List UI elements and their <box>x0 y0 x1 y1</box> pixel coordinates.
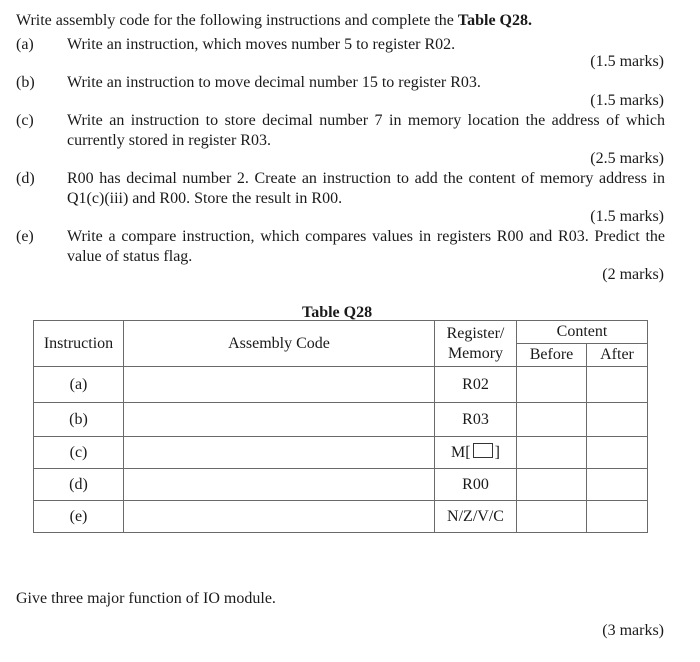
intro-text <box>16 12 532 30</box>
header-after: After <box>587 344 648 367</box>
table-title: Table Q28 <box>302 304 373 321</box>
table-row <box>34 403 648 437</box>
io-module-marks: (3 marks) <box>602 622 664 639</box>
before-cell[interactable] <box>517 437 587 469</box>
before-cell[interactable] <box>517 367 587 403</box>
intro-sentence: Write assembly code for the following instructions and complete the <box>16 12 458 29</box>
question-text: R00 has decimal number 2. Create an instruction to add the content of memory address in Q1(c)(iii) and R00. Store the result in R00. <box>67 170 665 207</box>
memory-address-box[interactable] <box>473 443 493 458</box>
answer-table <box>33 320 648 533</box>
io-module-question: Give three major function of IO module. <box>16 590 276 607</box>
before-cell[interactable] <box>517 469 587 501</box>
table-row <box>34 469 648 501</box>
row-register: R00 <box>435 469 517 501</box>
marks-c: (2.5 marks) <box>590 150 664 167</box>
table-row <box>34 501 648 533</box>
question-d <box>16 169 666 209</box>
question-text: Write an instruction to move decimal number 15 to register R03. <box>67 74 481 91</box>
question-label: (c) <box>16 112 34 129</box>
table-row <box>34 437 648 469</box>
row-instruction: (d) <box>34 469 124 501</box>
row-register-memory <box>435 437 517 469</box>
assembly-code-cell[interactable] <box>124 501 435 533</box>
before-cell[interactable] <box>517 403 587 437</box>
row-register: R02 <box>435 367 517 403</box>
after-cell[interactable] <box>587 469 648 501</box>
memory-prefix: M[ <box>451 444 471 461</box>
marks-e: (2 marks) <box>602 266 664 283</box>
before-cell[interactable] <box>517 501 587 533</box>
question-c <box>16 111 666 151</box>
question-label: (d) <box>16 170 35 187</box>
marks-b: (1.5 marks) <box>590 92 664 109</box>
question-label: (a) <box>16 36 34 53</box>
after-cell[interactable] <box>587 367 648 403</box>
after-cell[interactable] <box>587 437 648 469</box>
header-register-line2: Memory <box>447 344 504 362</box>
memory-suffix: ] <box>494 444 500 461</box>
marks-d: (1.5 marks) <box>590 208 664 225</box>
row-instruction: (e) <box>34 501 124 533</box>
header-register-line1: Register/ <box>446 324 505 342</box>
question-b <box>16 73 666 93</box>
question-label: (b) <box>16 74 35 91</box>
marks-a: (1.5 marks) <box>590 53 664 70</box>
row-register: R03 <box>435 403 517 437</box>
after-cell[interactable] <box>587 403 648 437</box>
header-before: Before <box>517 344 587 367</box>
question-e <box>16 227 666 267</box>
question-text: Write an instruction to store decimal number 7 in memory location the address of which currently stored in register R03. <box>67 112 665 149</box>
header-instruction: Instruction <box>34 321 124 367</box>
row-instruction: (b) <box>34 403 124 437</box>
assembly-code-cell[interactable] <box>124 403 435 437</box>
question-text: Write a compare instruction, which compares values in registers R00 and R03. Predict the value of status flag. <box>67 228 665 265</box>
question-label: (e) <box>16 228 34 245</box>
question-text: Write an instruction, which moves number 5 to register R02. <box>67 36 456 53</box>
row-instruction: (a) <box>34 367 124 403</box>
row-instruction: (c) <box>34 437 124 469</box>
header-content: Content <box>517 321 648 344</box>
table-row <box>34 367 648 403</box>
after-cell[interactable] <box>587 501 648 533</box>
assembly-code-cell[interactable] <box>124 437 435 469</box>
assembly-code-cell[interactable] <box>124 469 435 501</box>
intro-table-ref: Table Q28. <box>457 12 532 29</box>
question-a <box>16 35 666 55</box>
assembly-code-cell[interactable] <box>124 367 435 403</box>
header-assembly-code: Assembly Code <box>124 321 435 367</box>
header-register-memory <box>435 321 517 367</box>
row-register: N/Z/V/C <box>435 501 517 533</box>
